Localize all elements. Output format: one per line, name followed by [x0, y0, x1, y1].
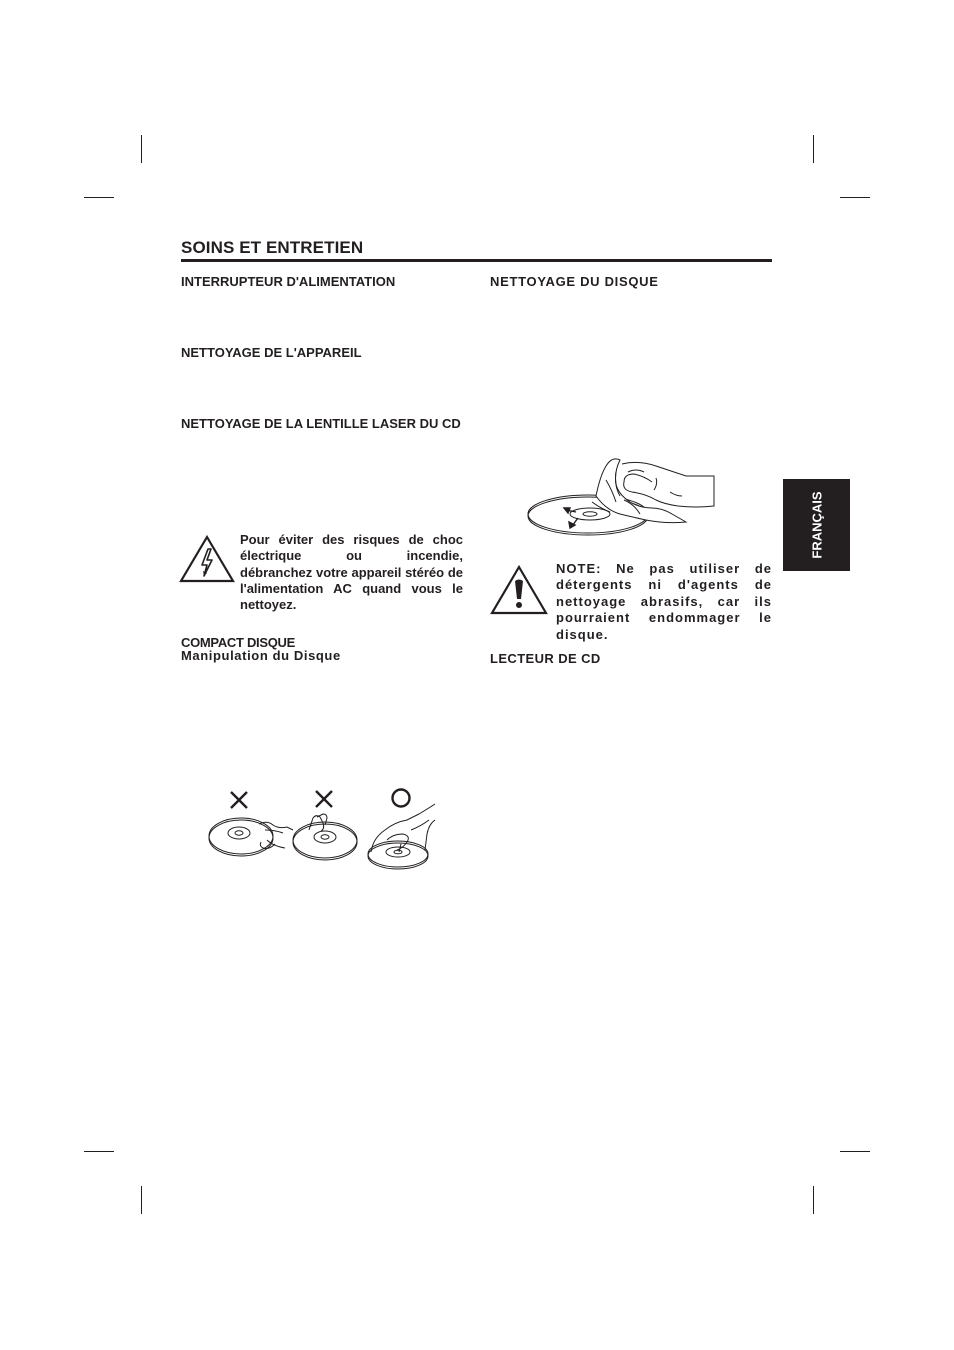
heading-unit-cleaning: NETTOYAGE DE L'APPAREIL	[181, 345, 362, 360]
heading-compact-disc: COMPACT DISQUE	[181, 635, 296, 650]
crop-mark	[813, 1186, 814, 1214]
title-rule	[181, 259, 772, 262]
exclamation-warning-icon	[490, 565, 548, 615]
crop-mark	[141, 1186, 142, 1214]
disc-wiping-illustration	[526, 456, 718, 536]
warning-line: débranchez votre appareil stéréo de l'alimentation AC quand vous le nettoyez.	[240, 564, 463, 613]
heading-disc-cleaning: NETTOYAGE DU DISQUE	[490, 274, 659, 289]
language-tab-label: FRANÇAIS	[809, 491, 824, 559]
circle-icon	[393, 790, 410, 807]
disc-handling-illustration	[205, 784, 445, 874]
crop-mark	[84, 1151, 114, 1152]
crop-mark	[840, 197, 870, 198]
shock-warning-text	[240, 532, 463, 613]
language-tab	[783, 479, 850, 571]
warning-line: Pour éviter des risques de choc	[240, 532, 463, 547]
disc-correct-grip	[368, 804, 435, 869]
crop-mark	[141, 135, 142, 163]
warning-line: électrique ou incendie,	[240, 548, 463, 564]
disc-wrong-grip-1	[209, 818, 293, 856]
cross-icon	[316, 791, 332, 807]
heading-power-switch: INTERRUPTEUR D'ALIMENTATION	[181, 274, 396, 289]
disc-wrong-grip-2	[293, 814, 357, 860]
heading-lens-cleaning: NETTOYAGE DE LA LENTILLE LASER DU CD	[181, 416, 461, 431]
crop-mark	[840, 1151, 870, 1152]
note-text: NOTE: Ne pas utiliser de détergents ni d'agents de nettoyage abrasifs, car ils pourraient endommager le disque.	[556, 561, 772, 642]
crop-mark	[813, 135, 814, 163]
page-title: SOINS ET ENTRETIEN	[181, 238, 364, 257]
electric-shock-warning-icon	[179, 535, 235, 583]
heading-cd-player: LECTEUR DE CD	[490, 651, 601, 666]
cross-icon	[231, 792, 247, 808]
crop-mark	[84, 197, 114, 198]
subheading-disc-handling: Manipulation du Disque	[181, 648, 341, 663]
